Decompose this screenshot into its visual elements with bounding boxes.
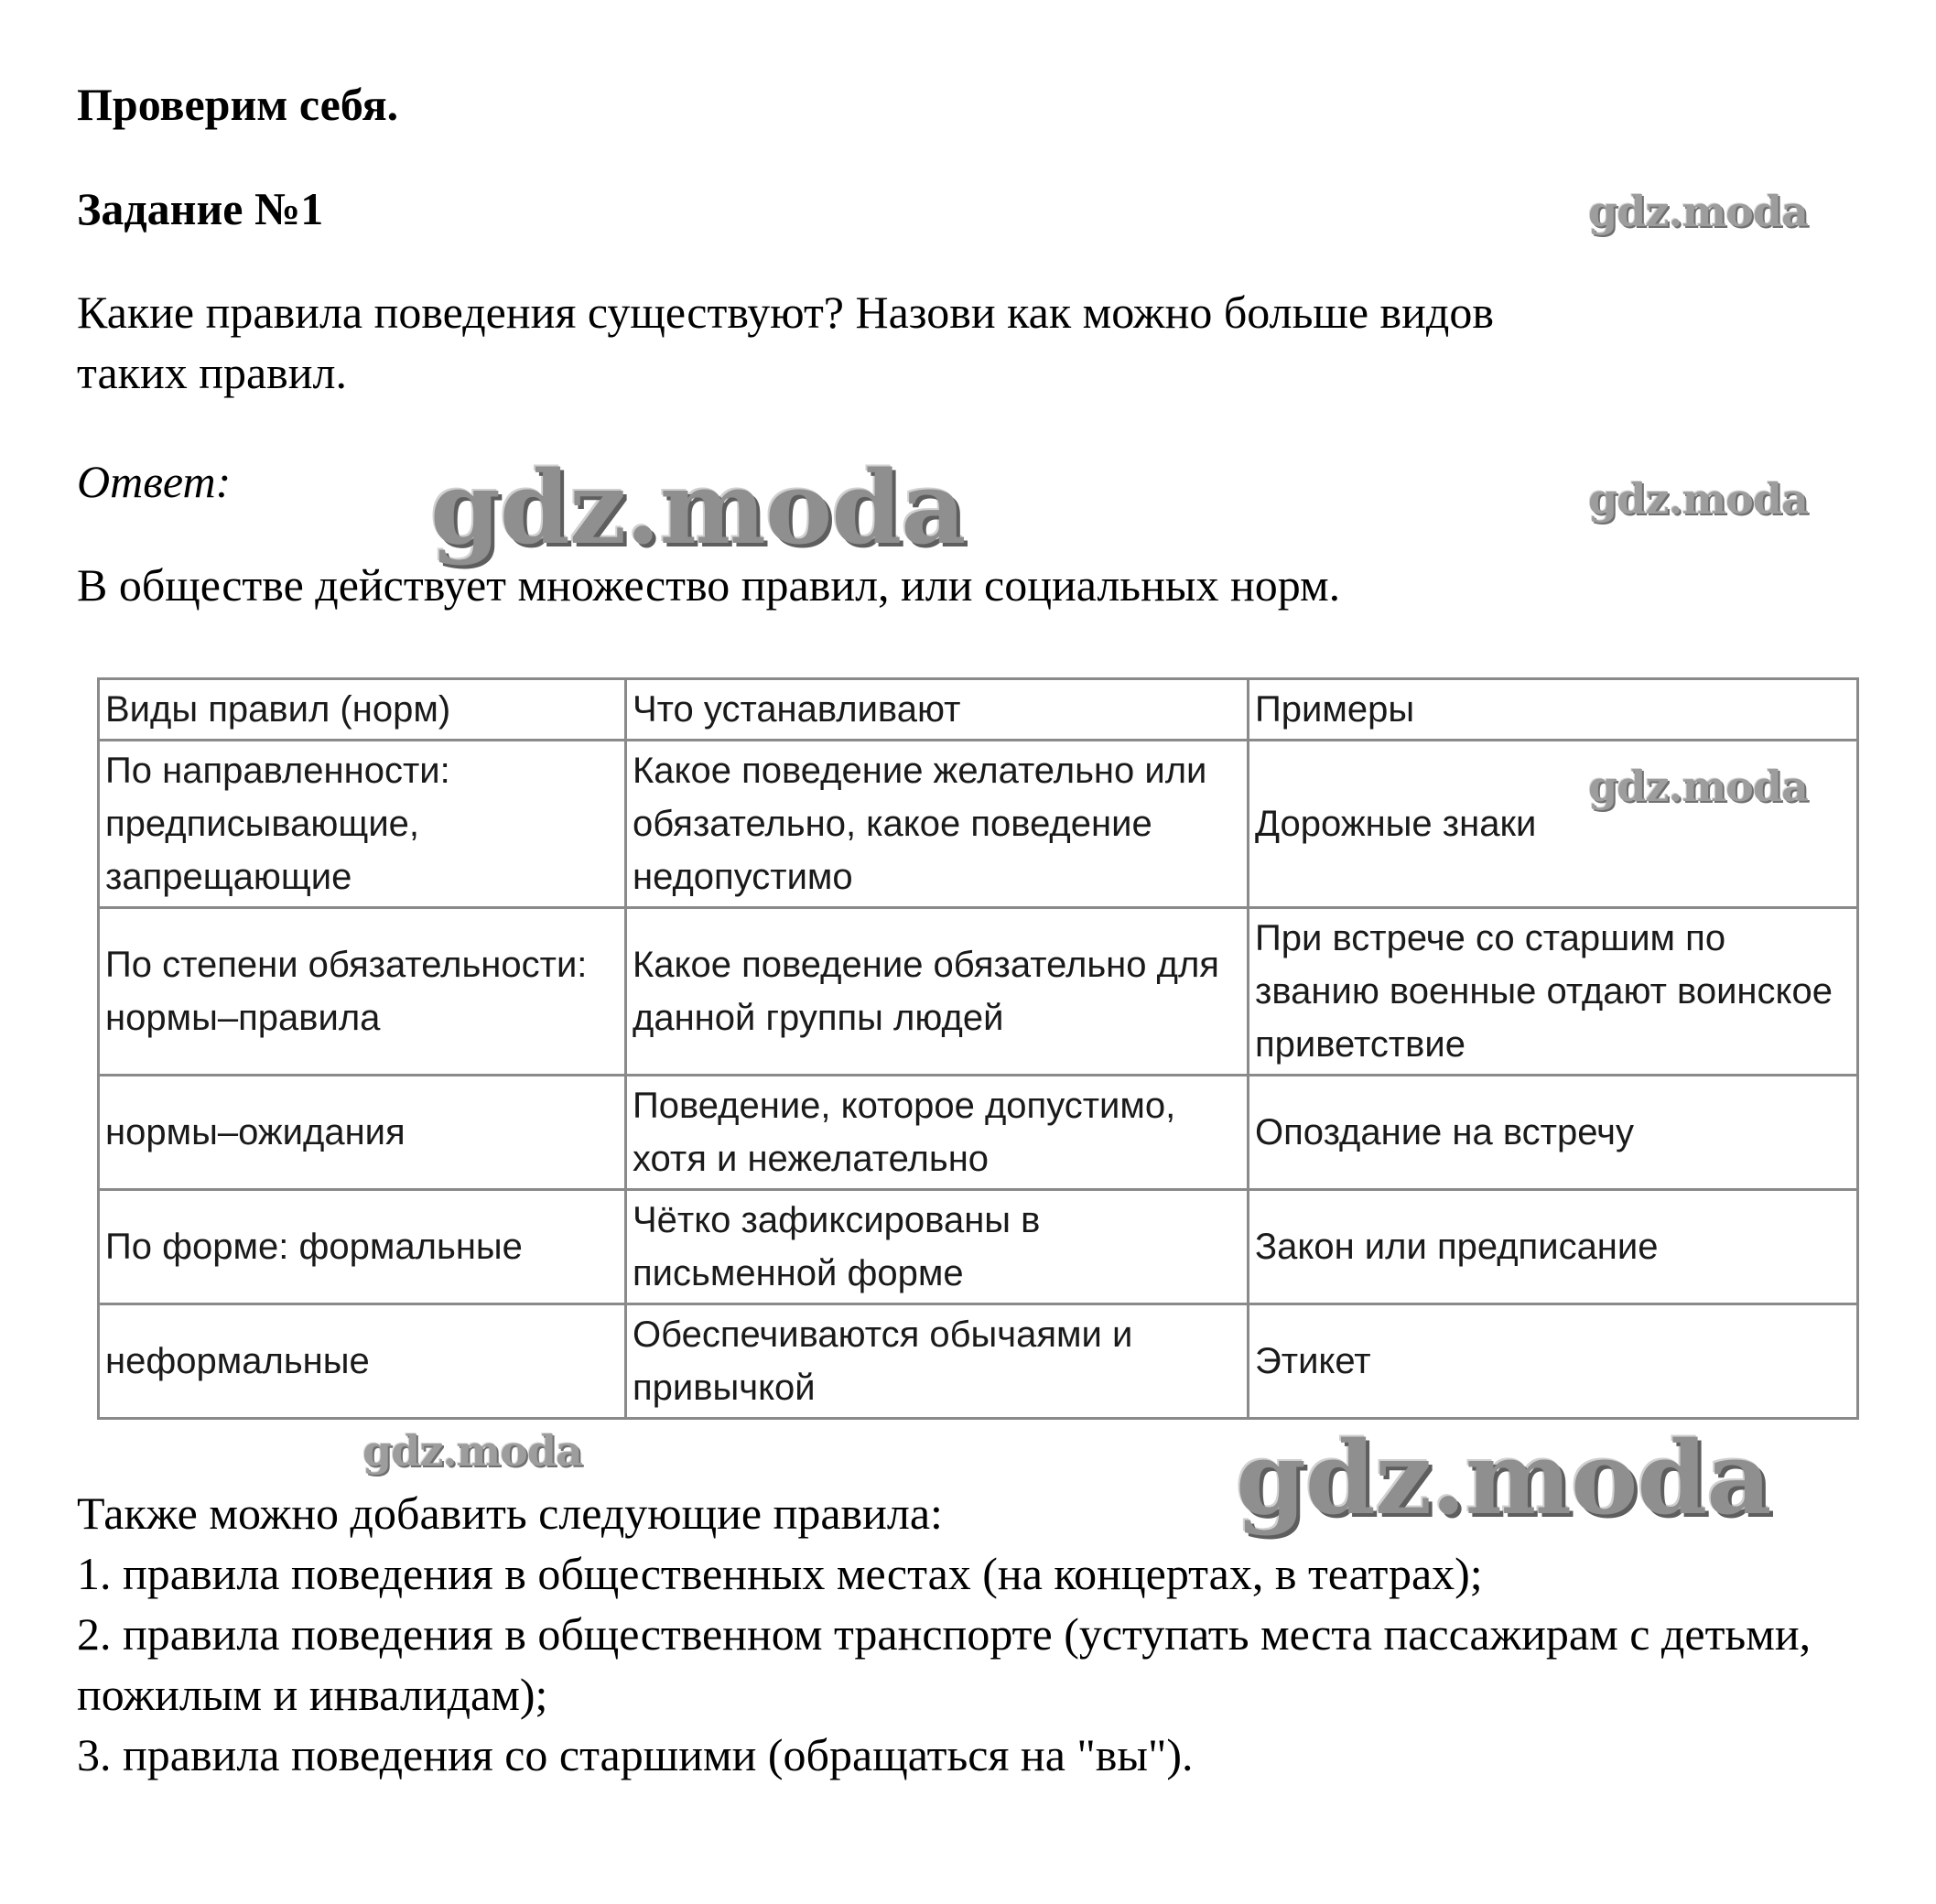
- table-cell: Чётко зафиксированы в письменной форме: [626, 1190, 1249, 1304]
- watermark: gdz.moda: [1588, 187, 1808, 236]
- question: [77, 282, 1816, 403]
- table-cell: Опоздание на встречу: [1249, 1076, 1858, 1190]
- table-cell: Какое поведение желательно или обязательно, какое поведение недопустимо: [626, 741, 1249, 908]
- table-cell: Дорожные знаки: [1249, 741, 1858, 908]
- table-cell: При встрече со старшим по званию военные отдают воинское приветствие: [1249, 908, 1858, 1076]
- answer-intro: В обществе действует множество правил, или социальных норм.: [77, 559, 1341, 611]
- table-cell: Закон или предписание: [1249, 1190, 1858, 1304]
- list-item: 2. правила поведения в общественном транспорте (уступать места пассажирам с детьми, пожилым и инвалидам);: [77, 1608, 1812, 1720]
- table-row: [99, 1076, 1858, 1190]
- task-title: Задание №1: [77, 183, 324, 234]
- table-cell: По форме: формальные: [99, 1190, 626, 1304]
- question-line-2: таких правил.: [77, 347, 347, 398]
- table-cell: Обеспечиваются обычаями и привычкой: [626, 1304, 1249, 1419]
- table-row: [99, 1304, 1858, 1419]
- list-item: 1. правила поведения в общественных местах (на концертах, в театрах);: [77, 1548, 1483, 1599]
- table-cell: Поведение, которое допустимо, хотя и нежелательно: [626, 1076, 1249, 1190]
- table-cell: По степени обязательности: нормы–правила: [99, 908, 626, 1076]
- watermark: gdz.moda: [430, 449, 966, 567]
- table-row: [99, 1190, 1858, 1304]
- additional-intro: Также можно добавить следующие правила:: [77, 1488, 943, 1539]
- table-header-cell: Что устанавливают: [626, 679, 1249, 741]
- watermark: gdz.moda: [362, 1426, 582, 1476]
- list-item: 3. правила поведения со старшими (обращаться на "вы").: [77, 1729, 1194, 1780]
- table-header-cell: Виды правил (норм): [99, 679, 626, 741]
- watermark: gdz.moda: [1236, 1419, 1771, 1537]
- question-line-1: Какие правила поведения существуют? Назови как можно больше видов: [77, 287, 1494, 338]
- section-title: Проверим себя.: [77, 79, 399, 130]
- table-header-row: [99, 679, 1858, 741]
- table-row: [99, 908, 1858, 1076]
- table-cell: неформальные: [99, 1304, 626, 1419]
- answer-label: Ответ:: [77, 456, 232, 507]
- table-cell: По направленности: предписывающие, запрещающие: [99, 741, 626, 908]
- table-cell: нормы–ожидания: [99, 1076, 626, 1190]
- watermark: gdz.moda: [1588, 762, 1808, 811]
- watermark: gdz.moda: [1588, 474, 1808, 524]
- table-header-cell: Примеры: [1249, 679, 1858, 741]
- table-cell: Этикет: [1249, 1304, 1858, 1419]
- table-cell: Какое поведение обязательно для данной группы людей: [626, 908, 1249, 1076]
